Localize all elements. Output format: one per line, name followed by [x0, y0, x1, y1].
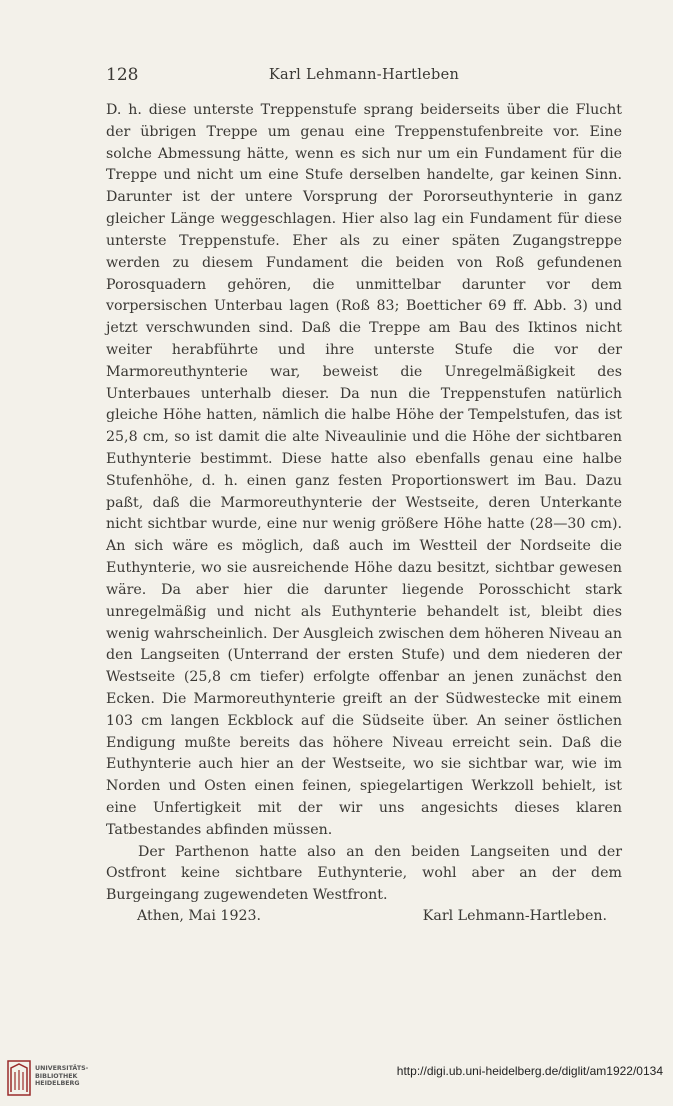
library-emblem-icon: [7, 1060, 31, 1096]
library-logo[interactable]: [7, 1060, 127, 1098]
body-text: [106, 100, 622, 907]
place-date: Athen, Mai 1923.: [137, 908, 262, 924]
logo-line-3: HEIDELBERG: [35, 1080, 80, 1088]
running-head: Karl Lehmann-Hartleben: [268, 67, 460, 83]
logo-line-1: UNIVERSITÄTS-: [35, 1065, 89, 1072]
paragraph-1: D. h. diese unterste Treppenstufe sprang beiderseits über die Flucht der übrigen Treppe um genau eine Treppenstufenbreite vor. Eine solche Abmessung hätte, wenn es sich nur um ein Fundament für die Treppe und nicht um eine Stufe derselben handelte, gar keinen Sinn. Darunter ist der untere Vorsprung der Pororseuthynterie in ganz gleicher Länge weggeschlagen. Hier also lag ein Fundament für diese unterste Treppenstufe. Eher als zu einer späten Zugangstreppe werden zu diesem Fundament die beiden von Roß gefundenen Porosquadern gehören, die unmittelbar darunter vor dem vorpersischen Unterbau lagen (Roß 83; Boetticher 69 ff. Abb. 3) und jetzt verschwunden sind. Daß die Treppe am Bau des Iktinos nicht weiter herabführte und ihre unterste Stufe die vor der Marmoreuthynterie war, beweist die Unregelmäßigkeit des Unterbaues unterhalb dieser. Da nun die Treppenstufen natürlich gleiche Höhe hatten, nämlich die halbe Höhe der Tempelstufen, das ist 25,8 cm, so ist damit die alte Niveaulinie und die Höhe der sichtbaren Euthynterie bestimmt. Diese hatte also ebenfalls genau eine halbe Stufenhöhe, d. h. einen ganz festen Proportionswert im Bau. Dazu paßt, daß die Marmoreuthynterie der Westseite, deren Unterkante nicht sichtbar wurde, eine nur wenig größere Höhe hatte (28—30 cm). An sich wäre es möglich, daß auch im Westteil der Nordseite die Euthynterie, wo sie ausreichende Höhe dazu besitzt, sichtbar gewesen wäre. Da aber hier die darunter liegende Porosschicht stark unregelmäßig und nicht als Euthynterie behandelt ist, bleibt dies wenig wahrscheinlich. Der Ausgleich zwischen dem höheren Niveau an den Langseiten (Unterrand der ersten Stufe) und dem niederen der Westseite (25,8 cm tiefer) erfolgte offenbar an jenen zunächst den Ecken. Die Marmoreuthynterie greift an der Südwestecke mit einem 103 cm langen Eckblock auf die Südseite über. An seiner östlichen Endigung mußte bereits das höhere Niveau erreicht sein. Daß die Euthynterie auch hier an der Westseite, wo sie sichtbar war, wie im Norden und Osten einen feinen, spiegelartigen Werkzoll behielt, ist eine Unfertigkeit mit der wir uns angesichts dieses klaren Tatbestandes abfinden müssen.: [106, 102, 622, 838]
logo-text: [35, 1065, 88, 1088]
logo-line-2: BIBLIOTHEK: [35, 1072, 78, 1080]
source-url-link[interactable]: http://digi.ub.uni-heidelberg.de/diglit/am1922/0134: [396, 1064, 663, 1078]
page-header: [106, 65, 622, 89]
digitization-footer: [0, 1058, 673, 1098]
author-signature: Karl Lehmann-Hartleben.: [422, 908, 607, 924]
page-number: 128: [106, 65, 139, 85]
signature-line: [137, 908, 607, 924]
paragraph-2: Der Parthenon hatte also an den beiden Langseiten und der Ostfront keine sichtbare Euthynterie, wohl aber an der dem Burgeingang zugewendeten Westfront.: [106, 843, 622, 904]
